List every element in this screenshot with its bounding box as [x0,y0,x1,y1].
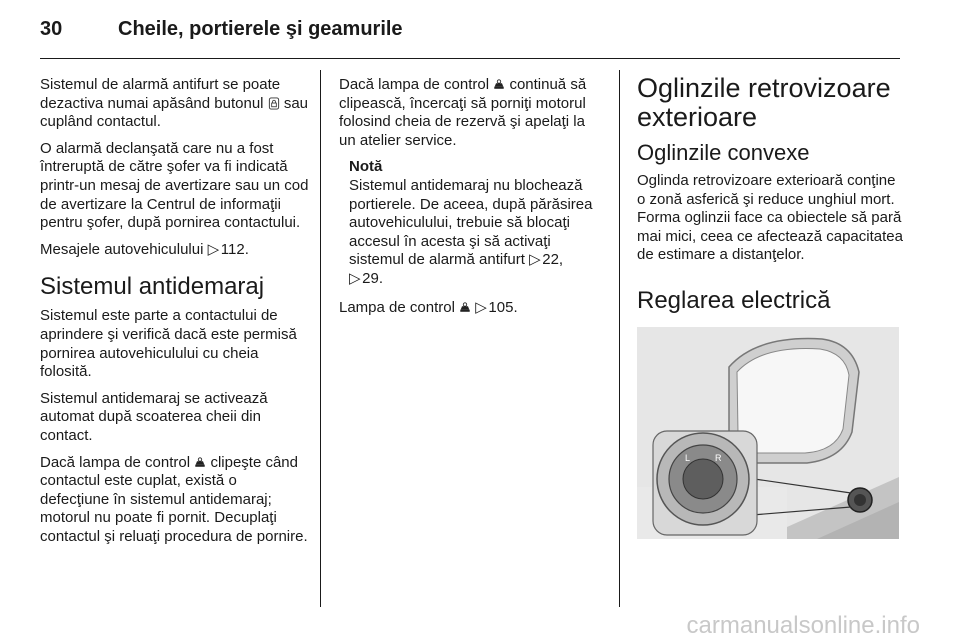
note-box [349,158,605,288]
column-divider-1 [320,70,321,607]
paragraph-immobilizer-auto: Sistemul antidemaraj se activează automat după scoaterea cheii din contact. [40,389,268,444]
paragraph-convex-mirror: Oglinda retrovizoare exterioară conţine o zonă asferică şi reduce unghiul mort. Forma oglinzii face ca obiectele să pară mai mici, ceea ce afectează capacitatea de estimare a distanţelor. [637,172,903,264]
paragraph-lamp-continues: Dacă lampa de control continuă să clipească, încercaţi să porniţi motorul folosind cheia de rezervă şi apelaţi la un atelier service. [339,76,587,149]
mirror-adjust-illustration [637,327,899,539]
switch-right-label: R [715,452,722,463]
column-1 [40,76,310,554]
page-ref-link[interactable]: 105. [488,298,518,316]
column-divider-2 [619,70,620,607]
car-key-lamp-icon [493,78,505,91]
car-key-lamp-icon [194,456,206,469]
subsection-title-electric: Reglarea electrică [637,286,831,314]
car-key-lamp-icon [459,301,471,314]
note-text: Sistemul antidemaraj nu blochează portierele. De aceea, după părăsirea autovehiculului, trebuie să blocaţi accesul în acesta şi să activaţi sistemul de alarmă antifurt [349,176,593,269]
mirror-switch-figure [637,327,899,539]
page-ref-link[interactable]: 29. [362,269,384,287]
paragraph-alarm-deactivate: Sistemul de alarmă antifurt se poate dezactiva numai apăsând butonul sau cuplând contactul. [40,76,309,131]
page-ref-arrow-icon: ▷ [349,269,361,287]
paragraph-vehicle-messages: Mesajele autovehiculului ▷ 112. [40,240,249,258]
page-ref-arrow-icon: ▷ [529,251,541,269]
header-rule [40,58,900,59]
subsection-title-convex: Oglinzile convexe [637,140,810,165]
section-title-mirrors: Oglinzile retrovizoare exterioare [637,73,891,132]
page-ref-link[interactable]: 112. [220,240,249,258]
paragraph-control-lamp: Lampa de control ▷ 105. [339,298,518,316]
page-number: 30 [40,18,63,40]
lock-button-icon [268,97,280,110]
page-ref-arrow-icon: ▷ [207,240,220,258]
switch-left-label: L [685,452,691,463]
column-2 [339,76,605,325]
paragraph-alarm-message: O alarmă declanşată care nu a fost întreruptă de către şofer va fi indicată printr-un mesaj de avertizare sau un cod de avertizare la Centrul de informaţii pentru şofer, după pornirea contactului. [40,139,309,232]
section-title-immobilizer: Sistemul antidemaraj [40,273,265,301]
page-ref-arrow-icon: ▷ [475,298,487,316]
page-ref-link[interactable]: 22, [542,251,564,269]
watermark: carmanualsonline.info [686,612,920,639]
chapter-title: Cheile, portierele şi geamurile [118,18,403,40]
note-title: Notă [349,158,383,176]
paragraph-immobilizer-desc: Sistemul este parte a contactului de aprindere şi verifică dacă este permisă pornirea autovehiculului cu cheia folosită. [40,307,297,381]
column-3 [637,74,905,539]
paragraph-immobilizer-lamp: Dacă lampa de control clipeşte când contactul este cuplat, există o defecţiune în sistemul antidemaraj; motorul nu poate fi pornit. Decuplaţi contactul şi reluaţi procedura de pornire. [40,453,308,545]
